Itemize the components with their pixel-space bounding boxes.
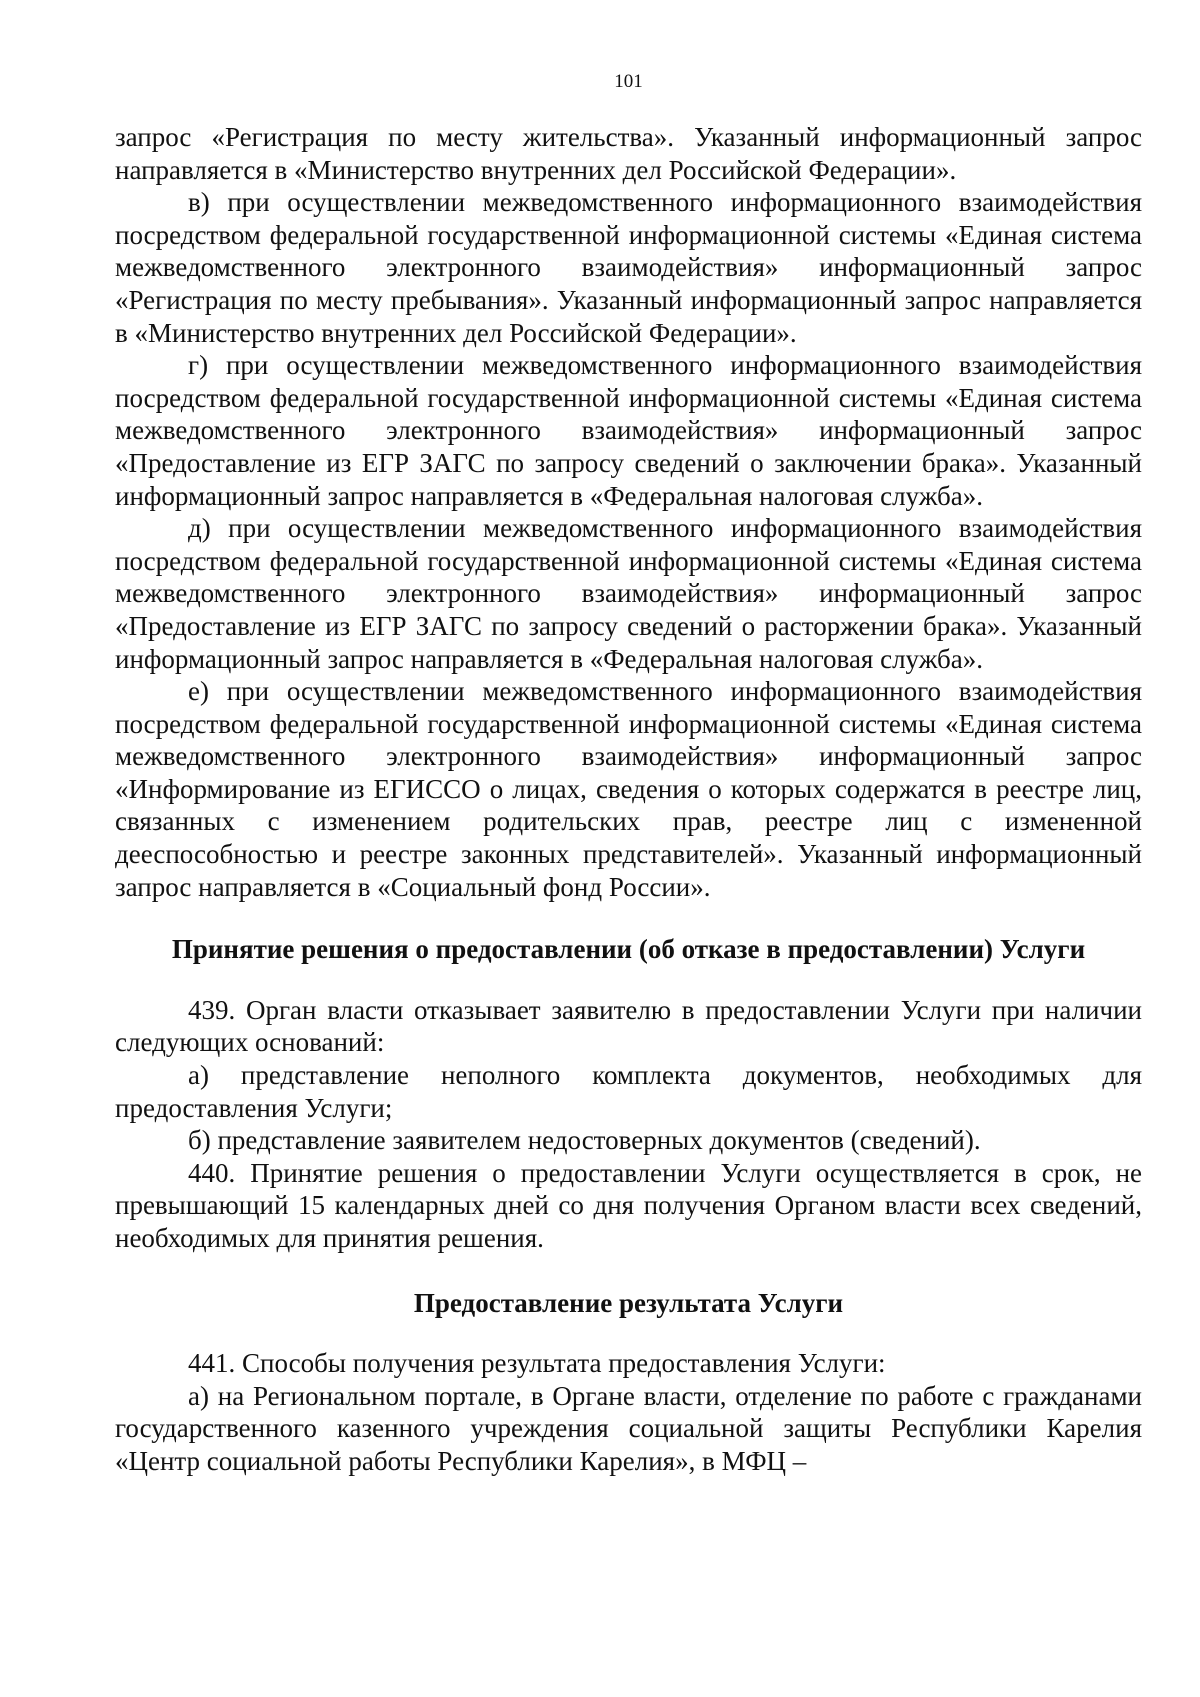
page-number: 101 [614, 71, 643, 92]
paragraph-439-b: б) представление заявителем недостоверных документов (сведений). [188, 1125, 981, 1156]
section-heading-decision: Принятие решения о предоставлении (об отказе в предоставлении) Услуги [171, 934, 1086, 965]
section-heading-result: Предоставление результата Услуги [413, 1287, 844, 1318]
paragraph-439: 439. Орган власти отказывает заявителю в предоставлении Услуги при наличии следующих оснований: [115, 994, 1142, 1058]
paragraph-440: 440. Принятие решения о предоставлении Услуги осуществляется в срок, не превышающий 15 календарных дней со дня получения Органом власти всех сведений, необходимых для принятия решения. [115, 1157, 1142, 1253]
paragraph-439-a: а) представление неполного комплекта документов, необходимых для предоставления Услуги; [115, 1060, 1142, 1123]
paragraph-continuation: запрос «Регистрация по месту жительства». Указанный информационный запрос направляется в «Министерство внутренних дел Российской Федерации». [115, 122, 1142, 185]
paragraph-441: 441. Способы получения результата предоставления Услуги: [188, 1348, 886, 1379]
paragraph-item-e: е) при осуществлении межведомственного информационного взаимодействия посредством федеральной государственной информационной системы «Единая система межведомственного электронного взаимодействия» информационный запрос «Информирование из ЕГИССО о лицах, сведения о которых содержатся в реестре лиц, связанных с изменением родительских прав, реестре лиц с измененной дееспособностью и реестре законных представителей». Указанный информационный запрос направляется в «Социальный фонд России». [115, 676, 1142, 902]
paragraph-441-a: а) на Региональном портале, в Органе власти, отделение по работе с гражданами государственного казенного учреждения социальной защиты Республики Карелия «Центр социальной работы Республики Карелия», в МФЦ – [115, 1380, 1142, 1476]
paragraph-item-d: д) при осуществлении межведомственного информационного взаимодействия посредством федеральной государственной информационной системы «Единая система межведомственного электронного взаимодействия» информационный запрос «Предоставление из ЕГР ЗАГС по запросу сведений о расторжении брака». Указанный информационный запрос направляется в «Федеральная налоговая служба». [115, 513, 1142, 674]
paragraph-item-v: в) при осуществлении межведомственного информационного взаимодействия посредством федеральной государственной информационной системы «Единая система межведомственного электронного взаимодействия» информационный запрос «Регистрация по месту пребывания». Указанный информационный запрос направляется в «Министерство внутренних дел Российской Федерации». [115, 187, 1142, 348]
paragraph-item-g: г) при осуществлении межведомственного информационного взаимодействия посредством федеральной государственной информационной системы «Единая система межведомственного электронного взаимодействия» информационный запрос «Предоставление из ЕГР ЗАГС по запросу сведений о заключении брака». Указанный информационный запрос направляется в «Федеральная налоговая служба». [115, 350, 1142, 511]
document-body [115, 121, 1142, 1478]
